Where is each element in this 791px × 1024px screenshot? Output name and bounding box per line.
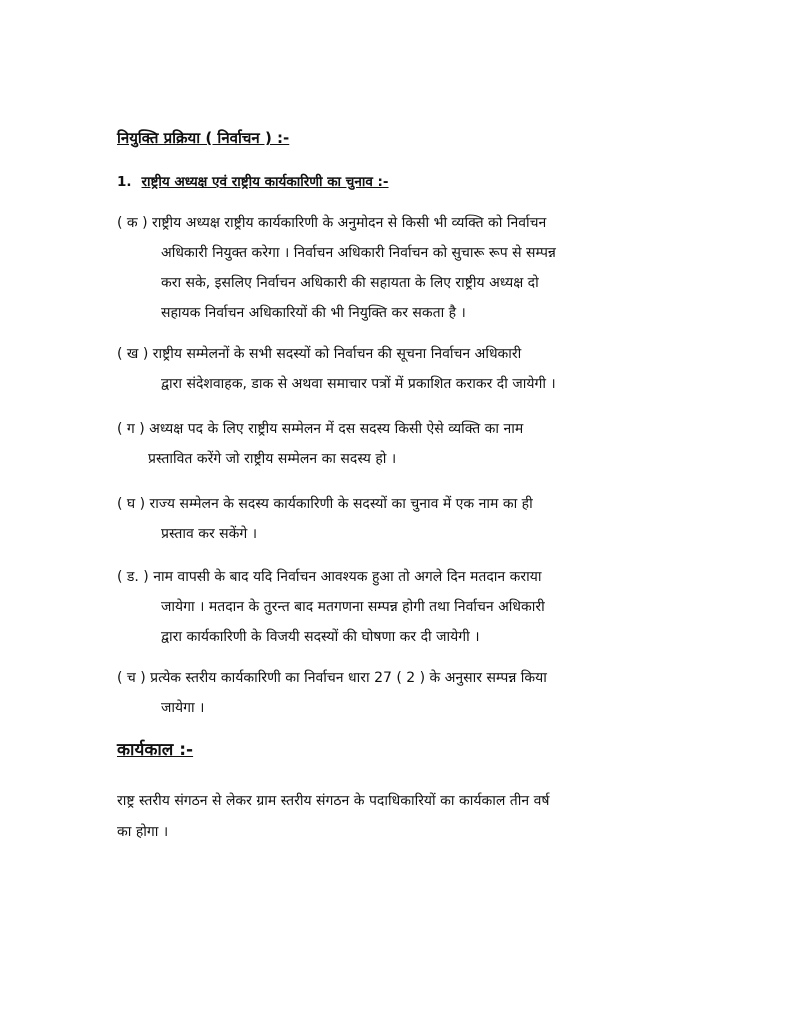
clause-kha: [117, 339, 692, 399]
clause-line: ( ख ) राष्ट्रीय सम्मेलनों के सभी सदस्यों को निर्वाचन की सूचना निर्वाचन अधिकारी: [117, 346, 522, 362]
clause-line: ( च ) प्रत्येक स्तरीय कार्यकारिणी का निर्वाचन धारा 27 ( 2 ) के अनुसार सम्पन्न किया: [117, 670, 547, 686]
clause-line: प्रस्ताव कर सकेंगे ।: [161, 526, 258, 542]
clause-cha: [117, 663, 692, 723]
paragraph-line: का होगा ।: [117, 824, 169, 840]
page-heading: नियुक्ति प्रक्रिया ( निर्वाचन ) :-: [117, 129, 290, 147]
clause-line: ( घ ) राज्य सम्मेलन के सदस्य कार्यकारिणी के सदस्यों का चुनाव में एक नाम का ही: [117, 496, 533, 512]
clause-line: प्रस्तावित करेंगे जो राष्ट्रीय सम्मेलन का सदस्य हो ।: [148, 451, 397, 467]
paragraph-line: राष्ट्र स्तरीय संगठन से लेकर ग्राम स्तरीय संगठन के पदाधिकारियों का कार्यकाल तीन वर्ष: [117, 793, 550, 809]
clause-line: करा सके, इसलिए निर्वाचन अधिकारी की सहायता के लिए राष्ट्रीय अध्यक्ष दो: [161, 275, 539, 291]
clause-line: ( ड. ) नाम वापसी के बाद यदि निर्वाचन आवश्यक हुआ तो अगले दिन मतदान कराया: [117, 569, 542, 585]
clause-line: ( ग ) अध्यक्ष पद के लिए राष्ट्रीय सम्मेलन में दस सदस्य किसी ऐसे व्यक्ति का नाम: [117, 421, 524, 437]
subheading-text: राष्ट्रीय अध्यक्ष एवं राष्ट्रीय कार्यकारिणी का चुनाव :-: [141, 174, 389, 190]
clause-line: ( क ) राष्ट्रीय अध्यक्ष राष्ट्रीय कार्यकारिणी के अनुमोदन से किसी भी व्यक्ति को निर्वाचन: [117, 215, 547, 231]
clause-line: सहायक निर्वाचन अधिकारियों की भी नियुक्ति कर सकता है ।: [161, 305, 466, 321]
clause-line: द्वारा संदेशवाहक, डाक से अथवा समाचार पत्रों में प्रकाशित कराकर दी जायेगी ।: [161, 376, 556, 392]
clause-line: जायेगा । मतदान के तुरन्त बाद मतगणना सम्पन्न होगी तथा निर्वाचन अधिकारी: [161, 599, 545, 615]
clause-da: [117, 562, 692, 652]
clause-line: जायेगा ।: [161, 700, 205, 716]
section-title-tenure: कार्यकाल :-: [117, 740, 194, 760]
tenure-paragraph: [117, 786, 697, 848]
clause-line: द्वारा कार्यकारिणी के विजयी सदस्यों की घोषणा कर दी जायेगी ।: [161, 629, 480, 645]
clause-ka: [117, 208, 692, 328]
clause-ga: [117, 414, 692, 474]
clause-line: अधिकारी नियुक्त करेगा । निर्वाचन अधिकारी निर्वाचन को सुचारू रूप से सम्पन्न: [161, 245, 556, 261]
clause-gha: [117, 489, 692, 549]
subheading: [117, 172, 389, 190]
subheading-number: 1.: [117, 174, 132, 190]
